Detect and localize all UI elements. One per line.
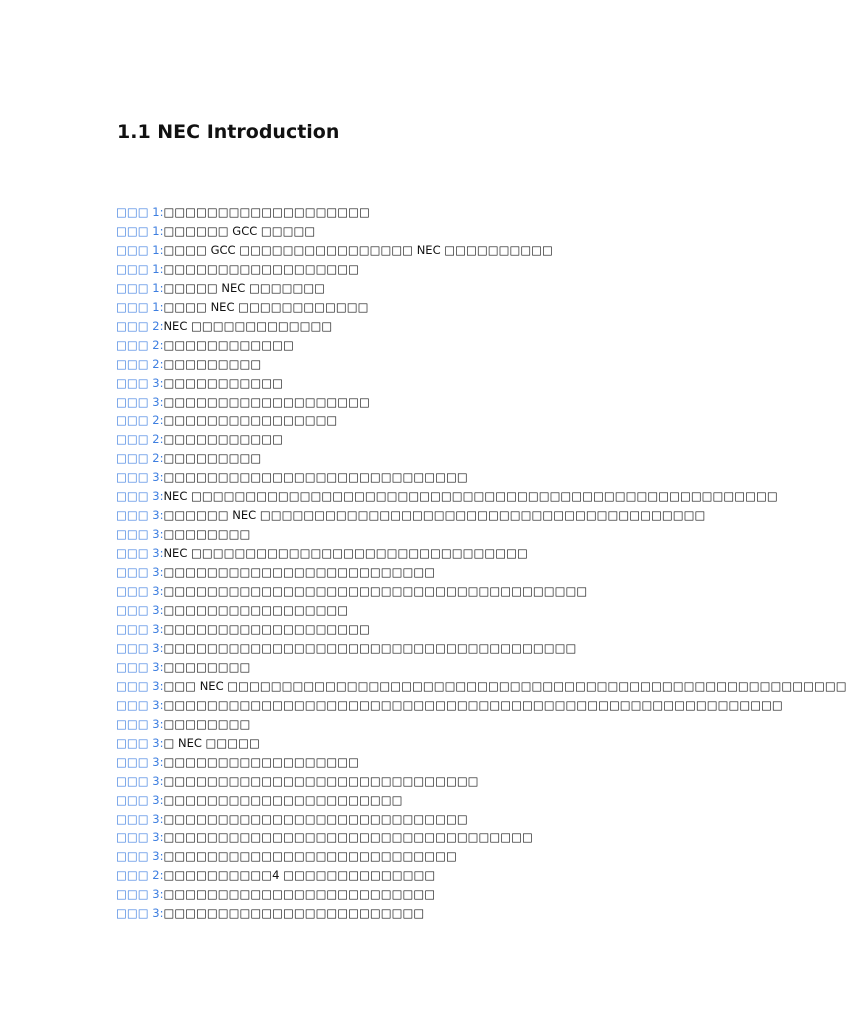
entry-text: NEC □□□□□□□□□□□□□□□□□□□□□□□□□□□□□□□□□□□□□□□□□□□□□□□□□□□□□□ — [163, 489, 778, 504]
entry-row — [116, 317, 756, 336]
entry-row — [116, 904, 756, 923]
entry-row — [116, 355, 756, 374]
entry-row — [116, 715, 756, 734]
entry-text: □□□□□□□□□□□□□□□□□□□□□□□□□□□□□ — [163, 773, 479, 788]
entry-text: □□□□□□□□□□□□□□□□□□□ — [163, 205, 370, 219]
entry-tag: □□□ 2: — [116, 318, 164, 333]
entry-tag: □□□ 1: — [116, 223, 164, 238]
entry-tag: □□□ 3: — [116, 508, 164, 523]
entry-row — [116, 582, 756, 601]
entry-text: □□□□□□□□□□□□□□□□□□□ — [163, 621, 370, 636]
entry-row — [116, 677, 847, 696]
entry-text: □ NEC □□□□□ — [163, 735, 260, 750]
entry-row — [116, 506, 756, 525]
entry-tag: □□□ 1: — [116, 205, 164, 219]
entry-text: □□□□□□□□□□□□□□□□□□□□□□□□ — [163, 906, 425, 921]
entry-row — [116, 847, 756, 866]
entry-tag: □□□ 2: — [116, 337, 164, 352]
entry-row — [116, 449, 756, 468]
entry-row — [116, 336, 756, 355]
entry-tag: □□□ 2: — [116, 432, 164, 447]
entry-tag: □□□ 2: — [116, 356, 164, 371]
entry-tag: □□□ 3: — [116, 830, 164, 845]
entry-tag: □□□ 3: — [116, 792, 164, 807]
entry-row — [116, 828, 756, 847]
entry-text: □□□□□□□□ — [163, 527, 251, 542]
entry-text: □□□□ NEC □□□□□□□□□□□□ — [163, 299, 369, 314]
entry-text: □□□□□□□□□ — [163, 451, 262, 466]
entry-tag: □□□ 1: — [116, 299, 164, 314]
entry-text: □□□□□□□□□□□□□□□□□□□□□□□□□□□□□□□□□□□□□□□ — [163, 584, 588, 599]
entry-tag: □□□ 3: — [116, 735, 164, 750]
entry-text: □□□□□□□□ — [163, 716, 251, 731]
entry-row — [116, 279, 756, 298]
entry-text: □□□□□□□□□□□□□□□□□□□□□□□□□ — [163, 565, 436, 580]
entry-tag: □□□ 2: — [116, 451, 164, 466]
entry-tag: □□□ 1: — [116, 242, 164, 257]
entry-tag: □□□ 1: — [116, 261, 164, 276]
entry-row — [116, 468, 756, 487]
entry-text: □□□□□□□□ — [163, 659, 251, 674]
entry-tag: □□□ 3: — [116, 603, 164, 618]
entry-tag: □□□ 3: — [116, 678, 164, 693]
entry-text: NEC □□□□□□□□□□□□□ — [163, 318, 333, 333]
entry-tag: □□□ 3: — [116, 489, 164, 504]
entry-row — [116, 734, 756, 753]
entry-text: □□□□□□□□□□□□□□□□□□□□□□□□□□□□□□□□□□□□□□□□□□□□□□□□□□□□□□□□□ — [163, 697, 783, 712]
entry-row — [116, 658, 756, 677]
entry-text: □□□□□□□□□□□□□□□□□ — [163, 603, 349, 618]
entry-text: □□□□□□□□□□□□□□□□□□□ — [163, 394, 370, 409]
entry-row — [116, 411, 756, 430]
entry-tag: □□□ 3: — [116, 621, 164, 636]
entry-row — [116, 563, 756, 582]
entry-tag: □□□ 2: — [116, 868, 164, 883]
entry-tag: □□□ 3: — [116, 754, 164, 769]
entry-text: □□□□□□□□□□□□□□□□□□ — [163, 261, 360, 276]
entry-text: □□□□□□□□□□□□□□□□ — [163, 413, 338, 428]
entry-row — [116, 222, 756, 241]
entry-row — [116, 241, 756, 260]
entry-row — [116, 374, 756, 393]
entry-row — [116, 696, 783, 715]
entry-row — [116, 885, 756, 904]
entry-text: □□□□□ NEC □□□□□□□ — [163, 280, 326, 295]
entry-row — [116, 753, 756, 772]
entry-row — [116, 298, 756, 317]
entry-tag: □□□ 3: — [116, 716, 164, 731]
entry-row — [116, 772, 756, 791]
entry-tag: □□□ 3: — [116, 697, 164, 712]
entry-text: □□□□□□□□□□□ — [163, 432, 283, 447]
entry-list — [116, 203, 847, 923]
entry-row — [116, 203, 756, 222]
entry-tag: □□□ 3: — [116, 659, 164, 674]
entry-tag: □□□ 3: — [116, 375, 164, 390]
entry-text: □□□□□□□□□□□□□□□□□□□□□□□□□□□□□□□□□□□□□□ — [163, 640, 577, 655]
entry-text: □□□□□□□□□□□□□□□□□□ — [163, 754, 360, 769]
entry-row — [116, 487, 778, 506]
entry-row — [116, 544, 756, 563]
entry-tag: □□□ 3: — [116, 640, 164, 655]
entry-row — [116, 810, 756, 829]
entry-row — [116, 639, 756, 658]
entry-tag: □□□ 3: — [116, 887, 164, 902]
entry-tag: □□□ 2: — [116, 413, 164, 428]
entry-tag: □□□ 3: — [116, 527, 164, 542]
entry-row — [116, 525, 756, 544]
entry-text: □□□□□□□□□□□□□□□□□□□□□□□□□□□□ — [163, 811, 468, 826]
entry-text: □□□□□□□□□□□□ — [163, 337, 294, 352]
entry-tag: □□□ 3: — [116, 546, 164, 561]
entry-row — [116, 393, 756, 412]
entry-text: □□□□□□□□□□□□□□□□□□□□□□□□□ — [163, 887, 436, 902]
entry-text: □□□□□□□□□□□ — [163, 375, 283, 390]
entry-row — [116, 260, 756, 279]
entry-tag: □□□ 3: — [116, 394, 164, 409]
entry-text: □□□□□□□□□ — [163, 356, 262, 371]
entry-tag: □□□ 3: — [116, 470, 164, 485]
entry-text: □□□□□□□□□□□□□□□□□□□□□□ — [163, 792, 403, 807]
entry-row — [116, 866, 756, 885]
entry-row — [116, 791, 756, 810]
entry-tag: □□□ 1: — [116, 280, 164, 295]
entry-tag: □□□ 3: — [116, 849, 164, 864]
section-heading: 1.1 NEC Introduction — [117, 121, 340, 143]
entry-tag: □□□ 3: — [116, 811, 164, 826]
entry-text: □□□ NEC □□□□□□□□□□□□□□□□□□□□□□□□□□□□□□□□□□□□□□□□□□□□□□□□□□□□□□□□□ — [163, 678, 847, 693]
entry-text: □□□□□□□□□□□□□□□□□□□□□□□□□□□□□□□□□□ — [163, 830, 533, 845]
entry-text: □□□□□□□□□□□□□□□□□□□□□□□□□□□ — [163, 849, 457, 864]
entry-tag: □□□ 3: — [116, 773, 164, 788]
entry-text: □□□□□□ NEC □□□□□□□□□□□□□□□□□□□□□□□□□□□□□□□□□□□□□□□□□ — [163, 508, 706, 523]
entry-tag: □□□ 3: — [116, 565, 164, 580]
entry-text: □□□□□□ GCC □□□□□ — [163, 223, 316, 238]
entry-row — [116, 601, 756, 620]
entry-text: □□□□□□□□□□□□□□□□□□□□□□□□□□□□ — [163, 470, 468, 485]
entry-tag: □□□ 3: — [116, 906, 164, 921]
entry-text: □□□□□□□□□□4 □□□□□□□□□□□□□□ — [163, 868, 436, 883]
entry-row — [116, 620, 756, 639]
entry-row — [116, 430, 756, 449]
entry-text: NEC □□□□□□□□□□□□□□□□□□□□□□□□□□□□□□□ — [163, 546, 528, 561]
entry-text: □□□□ GCC □□□□□□□□□□□□□□□□ NEC □□□□□□□□□□ — [163, 242, 553, 257]
entry-tag: □□□ 3: — [116, 584, 164, 599]
